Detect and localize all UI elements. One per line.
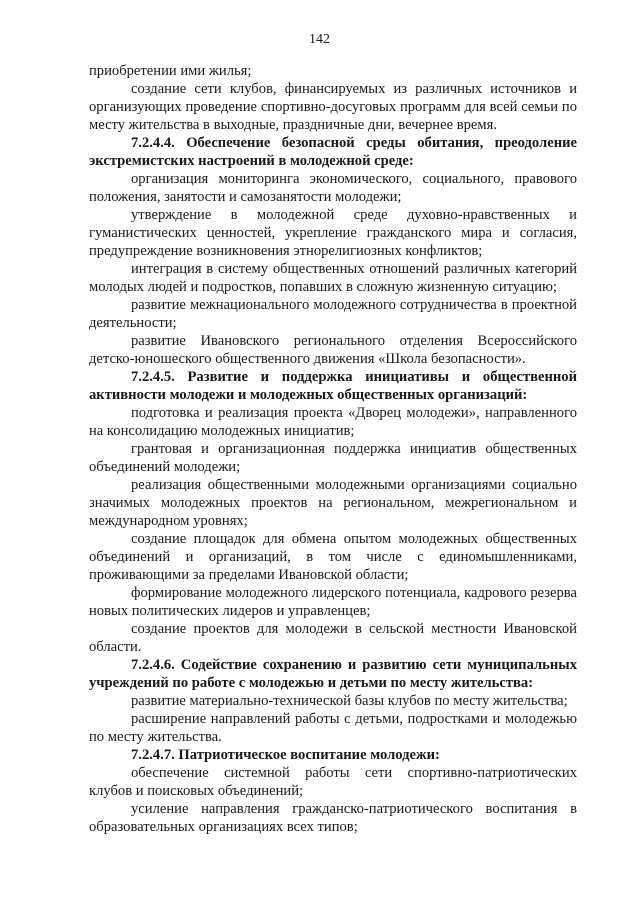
section-heading: 7.2.4.4. Обеспечение безопасной среды обитания, преодоление экстремистских настроений в молодежной среде:	[89, 135, 577, 169]
paragraph: развитие межнационального молодежного сотрудничества в проектной деятельности;	[89, 297, 577, 331]
paragraph: создание сети клубов, финансируемых из различных источников и организующих проведение спортивно-досуговых программ для всей семьи по месту жительства в выходные, праздничные дни, вечернее время.	[89, 81, 577, 133]
paragraph: реализация общественными молодежными организациями социально значимых молодежных проектов на региональном, межрегиональном и международном уровнях;	[89, 477, 577, 529]
section-heading: 7.2.4.7. Патриотическое воспитание молодежи:	[131, 747, 440, 763]
body-text	[89, 62, 577, 836]
paragraph: грантовая и организационная поддержка инициатив общественных объединений молодежи;	[89, 441, 577, 475]
paragraph: создание проектов для молодежи в сельской местности Ивановской области.	[89, 621, 577, 655]
paragraph: интеграция в систему общественных отношений различных категорий молодых людей и подростков, попавших в сложную жизненную ситуацию;	[89, 261, 577, 295]
page-number: 142	[309, 32, 330, 47]
paragraph: обеспечение системной работы сети спортивно-патриотических клубов и поисковых объединений;	[89, 765, 577, 799]
paragraph: развитие Ивановского регионального отделения Всероссийского детско-юношеского общественного движения «Школа безопасности».	[89, 333, 577, 367]
section-heading: 7.2.4.5. Развитие и поддержка инициативы и общественной активности молодежи и молодежных общественных организаций:	[89, 369, 577, 403]
paragraph: создание площадок для обмена опытом молодежных общественных объединений и организаций, в том числе с единомышленниками, проживающими за пределами Ивановской области;	[89, 531, 577, 583]
paragraph: развитие материально-технической базы клубов по месту жительства;	[131, 693, 568, 709]
paragraph: организация мониторинга экономического, социального, правового положения, занятости и самозанятости молодежи;	[89, 171, 577, 205]
paragraph: утверждение в молодежной среде духовно-нравственных и гуманистических ценностей, укрепление гражданского мира и согласия, предупреждение возникновения этнорелигиозных конфликтов;	[89, 207, 577, 259]
section-heading: 7.2.4.6. Содействие сохранению и развитию сети муниципальных учреждений по работе с молодежью и детьми по месту жительства:	[89, 657, 577, 691]
paragraph: подготовка и реализация проекта «Дворец молодежи», направленного на консолидацию молодежных инициатив;	[89, 405, 577, 439]
paragraph: формирование молодежного лидерского потенциала, кадрового резерва новых политических лидеров и управленцев;	[89, 585, 577, 619]
paragraph: расширение направлений работы с детьми, подростками и молодежью по месту жительства.	[89, 711, 577, 745]
paragraph: усиление направления гражданско-патриотического воспитания в образовательных организациях всех типов;	[89, 801, 577, 835]
paragraph: приобретении ими жилья;	[89, 63, 252, 79]
